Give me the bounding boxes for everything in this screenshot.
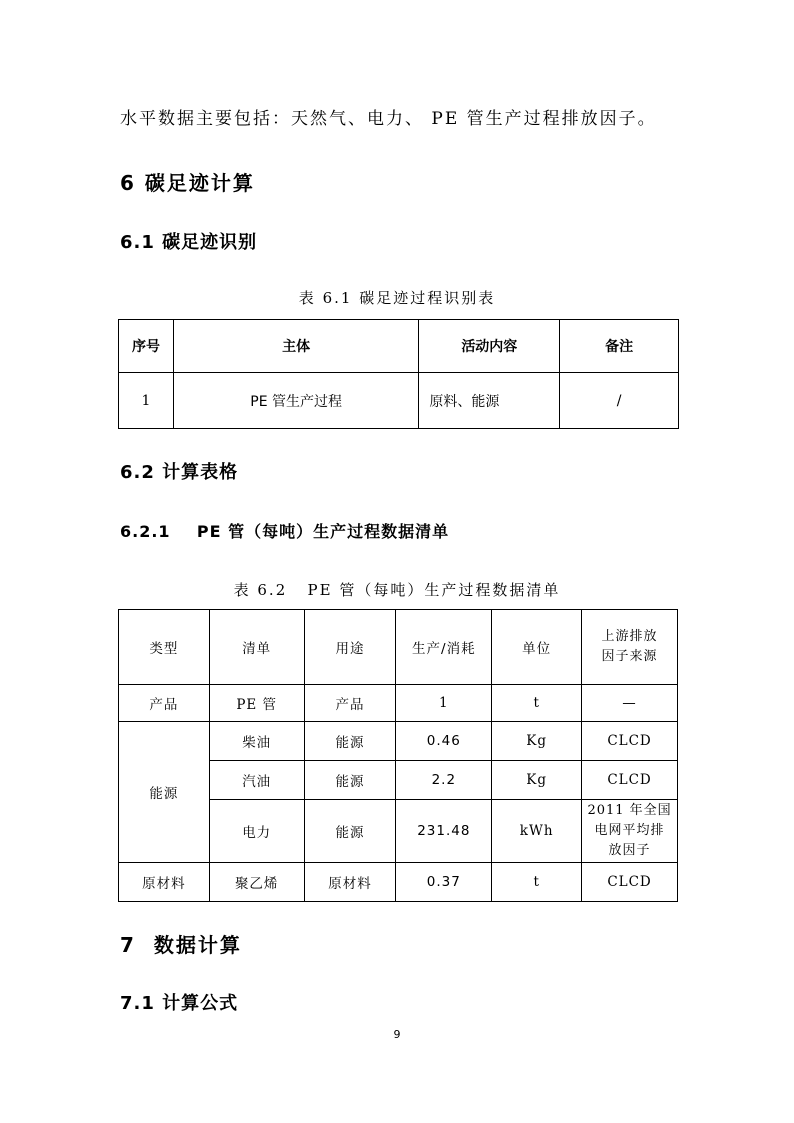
header-activity: 活动内容 — [419, 320, 560, 373]
header-source-line-1: 上游排放 — [601, 629, 658, 644]
table-row — [119, 685, 678, 722]
cell-use: 能源 — [304, 761, 396, 800]
header-source-line-2: 因子来源 — [601, 649, 658, 664]
table-row — [119, 373, 679, 429]
pe-pipe-inventory-table — [118, 609, 678, 902]
table-row — [119, 722, 678, 761]
cell-index: 1 — [119, 373, 174, 429]
cell-source-line-3: 放因子 — [608, 843, 651, 858]
section-7-heading: 7 数据计算 — [120, 933, 242, 957]
intro-paragraph: 水平数据主要包括：天然气、电力、 PE 管生产过程排放因子。 — [120, 109, 657, 129]
cell-subject: PE 管生产过程 — [173, 373, 419, 429]
cell-source: CLCD — [582, 863, 678, 902]
cell-source: CLCD — [582, 722, 678, 761]
cell-amount: 2.2 — [396, 761, 492, 800]
header-use: 用途 — [304, 610, 396, 685]
cell-amount: 0.46 — [396, 722, 492, 761]
cell-use: 产品 — [304, 685, 396, 722]
cell-unit: t — [492, 863, 582, 902]
section-6-2-1-heading: 6.2.1 PE 管（每吨）生产过程数据清单 — [120, 522, 450, 541]
table-6-1-caption: 表 6.1 碳足迹过程识别表 — [298, 289, 496, 307]
cell-item: PE 管 — [209, 685, 304, 722]
header-remarks: 备注 — [560, 320, 679, 373]
cell-item: 汽油 — [209, 761, 304, 800]
cell-source — [582, 800, 678, 863]
table-6-2-caption: 表 6.2 PE 管（每吨）生产过程数据清单 — [233, 581, 561, 599]
header-amount: 生产/消耗 — [396, 610, 492, 685]
cell-use: 能源 — [304, 800, 396, 863]
cell-type: 产品 — [119, 685, 210, 722]
cell-use: 能源 — [304, 722, 396, 761]
section-6-1-heading: 6.1 碳足迹识别 — [120, 232, 258, 253]
section-6-heading: 6 碳足迹计算 — [120, 171, 255, 195]
cell-unit: kWh — [492, 800, 582, 863]
cell-use: 原材料 — [304, 863, 396, 902]
cell-remarks: / — [560, 373, 679, 429]
header-subject: 主体 — [173, 320, 419, 373]
cell-source-line-1: 2011 年全国 — [587, 803, 672, 818]
table-row — [119, 863, 678, 902]
cell-source: — — [582, 685, 678, 722]
cell-activity: 原料、能源 — [419, 373, 560, 429]
cell-unit: t — [492, 685, 582, 722]
cell-type-energy: 能源 — [119, 722, 210, 863]
cell-amount: 0.37 — [396, 863, 492, 902]
section-6-2-heading: 6.2 计算表格 — [120, 462, 239, 483]
cell-item: 聚乙烯 — [209, 863, 304, 902]
table-header-row — [119, 610, 678, 685]
header-source — [582, 610, 678, 685]
cell-amount: 1 — [396, 685, 492, 722]
page-number: 9 — [393, 1028, 401, 1041]
cell-source: CLCD — [582, 761, 678, 800]
header-type: 类型 — [119, 610, 210, 685]
table-header-row — [119, 320, 679, 373]
section-7-1-heading: 7.1 计算公式 — [120, 993, 239, 1014]
cell-item: 电力 — [209, 800, 304, 863]
header-index: 序号 — [119, 320, 174, 373]
cell-source-line-2: 电网平均排 — [594, 823, 665, 838]
cell-item: 柴油 — [209, 722, 304, 761]
header-item: 清单 — [209, 610, 304, 685]
carbon-footprint-identification-table — [118, 319, 679, 429]
header-unit: 单位 — [492, 610, 582, 685]
cell-amount: 231.48 — [396, 800, 492, 863]
cell-type: 原材料 — [119, 863, 210, 902]
cell-unit: Kg — [492, 722, 582, 761]
cell-unit: Kg — [492, 761, 582, 800]
